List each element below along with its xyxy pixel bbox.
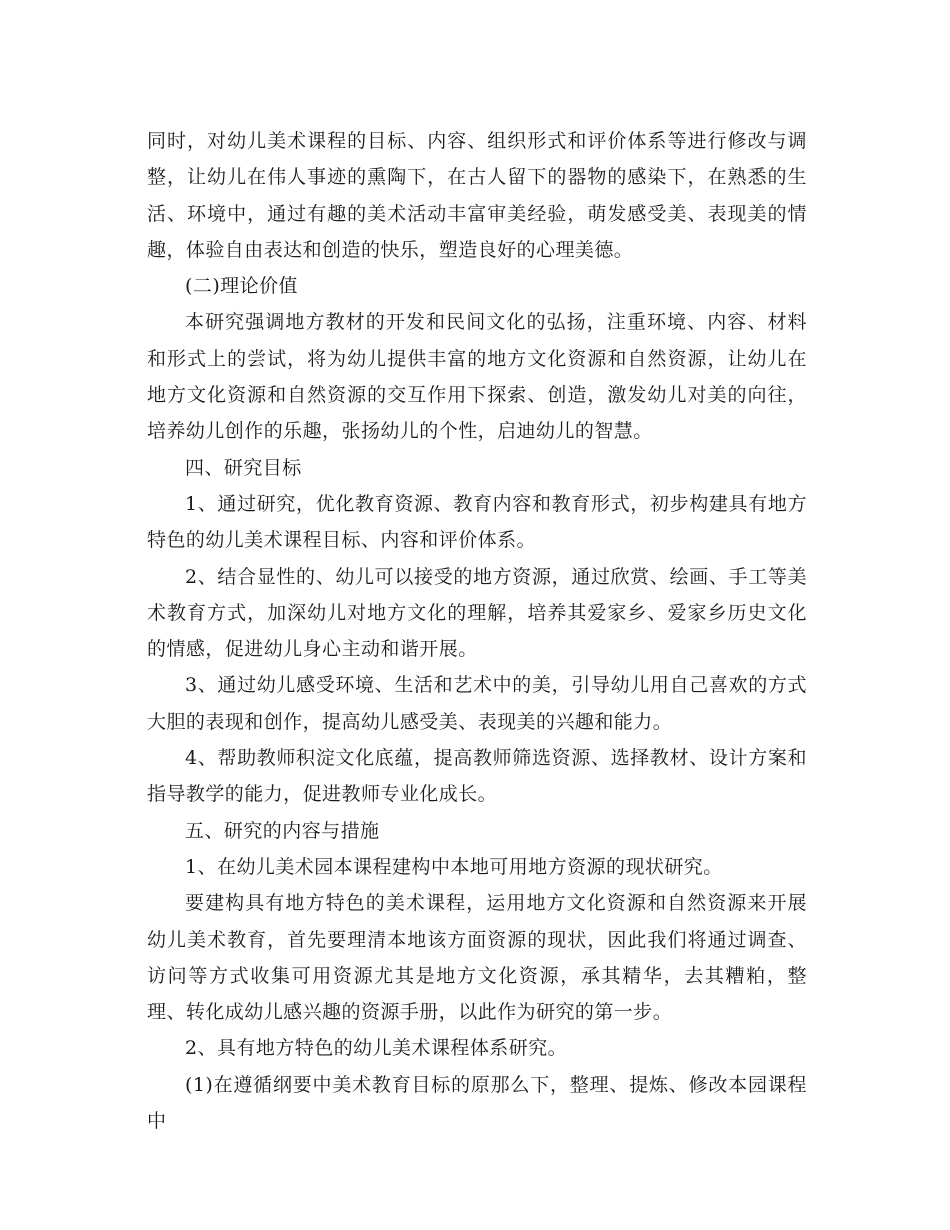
goal-item-1: 1、通过研究，优化教育资源、教育内容和教育形式，初步构建具有地方特色的幼儿美术课程目标、内容和评价体系。 (147, 492, 807, 552)
goal-item-3: 3、通过幼儿感受环境、生活和艺术中的美，引导幼儿用自己喜欢的方式大胆的表现和创作，提高幼儿感受美、表现美的兴趣和能力。 (147, 674, 807, 733)
heading-research-content: 五、研究的内容与措施 (185, 819, 380, 842)
heading-research-goals: 四、研究目标 (185, 456, 302, 479)
content-item-1: 1、在幼儿美术园本课程建构中本地可用地方资源的现状研究。 (185, 855, 723, 878)
goal-item-2: 2、结合显性的、幼儿可以接受的地方资源，通过欣赏、绘画、手工等美术教育方式，加深幼儿对地方文化的理解，培养其爱家乡、爱家乡历史文化的情感，促进幼儿身心主动和谐开展。 (147, 565, 807, 661)
paragraph-3: 要建构具有地方特色的美术课程，运用地方文化资源和自然资源来开展幼儿美术教育，首先要理清本地该方面资源的现状，因此我们将通过调查、访问等方式收集可用资源尤其是地方文化资源，承其精华，去其糟粕，整理、转化成幼儿感兴趣的资源手册，以此作为研究的第一步。 (147, 892, 807, 1024)
paragraph-2: 本研究强调地方教材的开发和民间文化的弘扬，注重环境、内容、材料和形式上的尝试，将为幼儿提供丰富的地方文化资源和自然资源，让幼儿在地方文化资源和自然资源的交互作用下探索、创造，激发幼儿对美的向往，培养幼儿创作的乐趣，张扬幼儿的个性，启迪幼儿的智慧。 (147, 311, 807, 443)
goal-item-4: 4、帮助教师积淀文化底蕴，提高教师筛选资源、选择教材、设计方案和指导教学的能力，促进教师专业化成长。 (147, 747, 807, 806)
document-body (147, 123, 807, 1139)
content-item-2: 2、具有地方特色的幼儿美术课程体系研究。 (185, 1037, 568, 1060)
sub-item-1: (1)在遵循纲要中美术教育目标的原那么下，整理、提炼、修改本园课程中 (147, 1073, 807, 1133)
paragraph-1: 同时，对幼儿美术课程的目标、内容、组织形式和评价体系等进行修改与调整，让幼儿在伟人事迹的熏陶下，在古人留下的器物的感染下，在熟悉的生活、环境中，通过有趣的美术活动丰富审美经验，萌发感受美、表现美的情趣，体验自由表达和创造的快乐，塑造良好的心理美德。 (147, 130, 807, 261)
heading-theoretical-value: (二)理论价值 (185, 275, 298, 298)
